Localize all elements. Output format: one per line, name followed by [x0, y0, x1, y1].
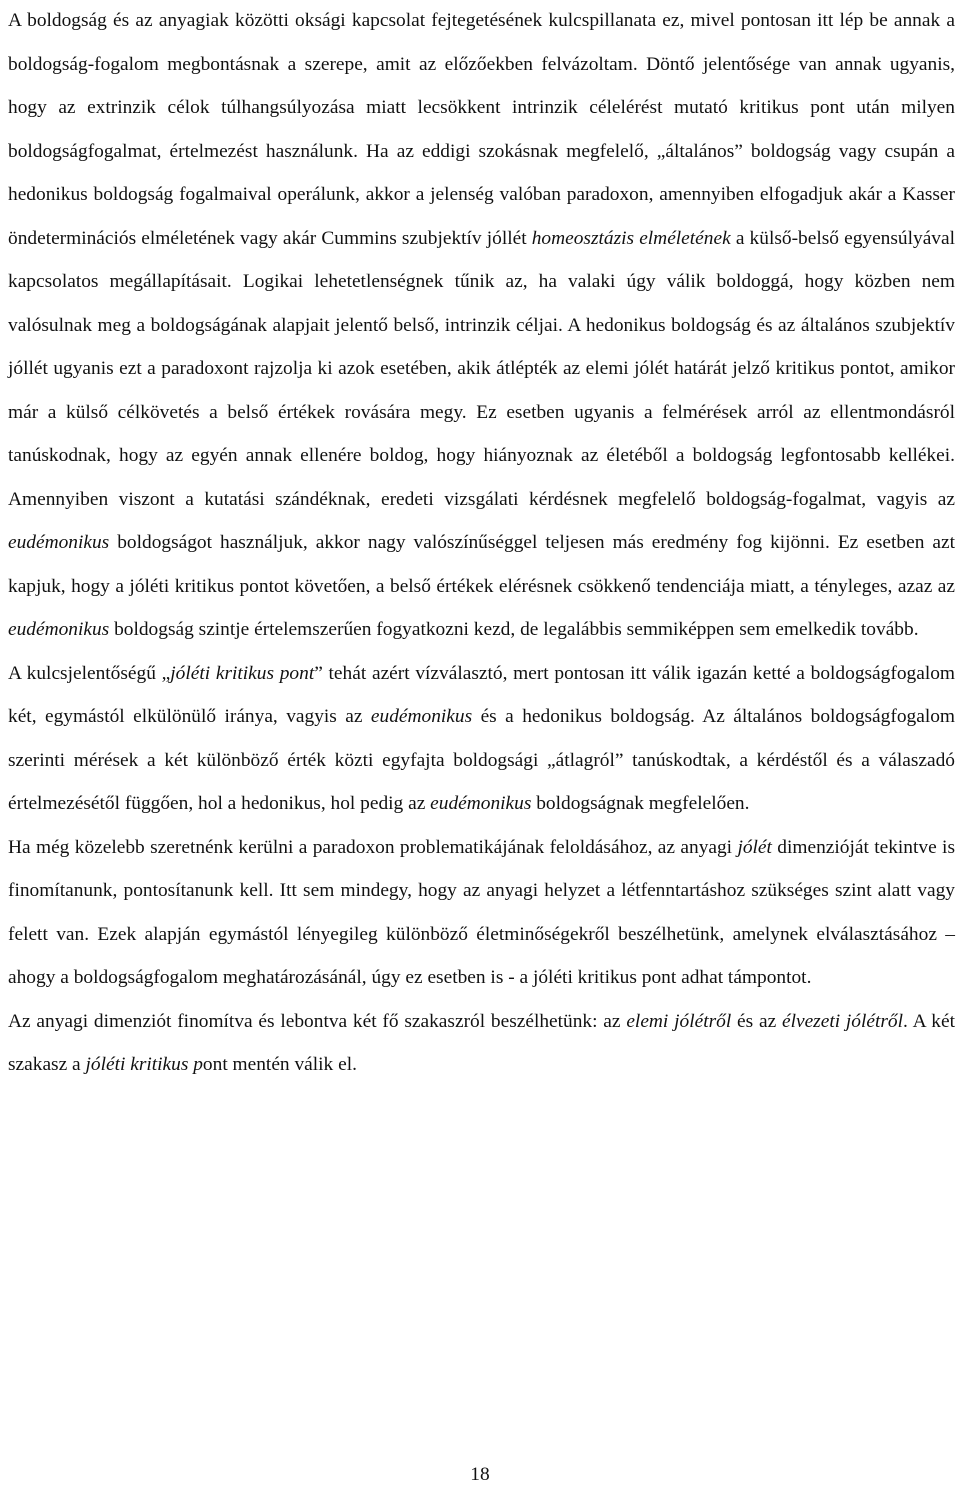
italic-run: jóléti kritikus pont: [170, 662, 315, 684]
italic-run: eudémonikus: [8, 619, 110, 640]
page-number: 18: [470, 1464, 490, 1485]
text-run: A kulcsjelentőségű „: [8, 662, 171, 684]
document-page: [8, 0, 955, 1087]
italic-run: eudémonikus: [430, 793, 532, 814]
text-run: és a hedonikus boldogság. Az általános boldogságfogalom szerinti mérések a két különböző érték közti egyfajta boldogsági „átlagról” tanúskodtak, a kérdéstől és a válaszadó értelmezésétől függően, hol a hedonikus, hol pedig az: [8, 706, 955, 814]
text-run: Ha még közelebb szeretnénk kerülni a paradoxon problematikájának feloldásához, az anyagi: [8, 836, 738, 858]
text-run: boldogságnak megfelelően.: [531, 793, 750, 814]
italic-run: homeosztázis elméletének: [531, 227, 731, 249]
text-run: és az: [731, 1010, 782, 1032]
paragraph-3: [8, 826, 955, 1000]
text-run: boldogság szintje értelemszerűen fogyatkozni kezd, de legalábbis semmiképpen sem emelkedik tovább.: [109, 619, 919, 640]
text-run: ” tehát azért vízválasztó, mert pontosan itt válik igazán ketté a boldogságfogalom két, egymástól elkülönülő iránya, vagyis az: [8, 662, 955, 727]
italic-run: elemi jólétről: [626, 1010, 732, 1032]
text-run: a külső-belső egyensúlyával kapcsolatos megállapításait. Logikai lehetetlenségnek tűnik az, ha valaki úgy válik boldoggá, hogy közben nem valósulnak meg a boldogságának alapjait jelentő belső, intrinzik céljai. A hedonikus boldogság és az általános szubjektív jóllét ugyanis ezt a paradoxont rajzolja ki azok esetében, akik átlépték az elemi jólét határát jelző kritikus pontot, amikor már a külső célkövetés a belső értékek rovására megy. Ez esetben ugyanis a felmérések arról az ellentmondásról tanúskodnak, hogy az egyén annak ellenére boldog, hogy hiányoznak az életéből a boldogság legfontosabb kellékei. Amennyiben viszont a kutatási szándéknak, eredeti vizsgálati kérdésnek megfelelő boldogság-fogalmat, vagyis az: [8, 227, 956, 510]
italic-run: eudémonikus: [370, 706, 473, 727]
text-run: ont mentén válik el.: [202, 1054, 357, 1075]
text-run: . A két szakasz a: [8, 1010, 955, 1075]
italic-run: jóléti kritikus p: [85, 1054, 203, 1075]
paragraph-2: [8, 652, 955, 826]
italic-run: jólét: [737, 836, 772, 858]
italic-run: eudémonikus: [8, 532, 110, 553]
text-run: A boldogság és az anyagiak közötti oksági kapcsolat fejtegetésének kulcspillanata ez, mivel pontosan itt lép be annak a boldogság-fogalom megbontásnak a szerepe, amit az előzőekben felvázoltam. Döntő jelentősége van annak ugyanis, hogy az extrinzik célok túlhangsúlyozása miatt lecsökkent intrinzik célelérést mutató kritikus pont után milyen boldogságfogalmat, értelmezést használunk. Ha az eddigi szokásnak megfelelő, „általános” boldogság vagy csupán a hedonikus boldogság fogalmaival operálunk, akkor a jelenség valóban paradoxon, amennyiben elfogadjuk akár a Kasser öndeterminációs elméletének vagy akár Cummins szubjektív jóllét: [8, 10, 955, 249]
text-run: boldogságot használjuk, akkor nagy valószínűséggel teljesen más eredmény fog kijönni. Ez esetben azt kapjuk, hogy a jóléti kritikus pontot követően, a belső értékek elérésnek csökkenő tendenciája miatt, a tényleges, azaz az: [8, 532, 955, 597]
italic-run: élvezeti jólétről: [781, 1010, 903, 1032]
paragraph-1: [8, 0, 955, 652]
text-run: dimenzióját tekintve is finomítanunk, pontosítanunk kell. Itt sem mindegy, hogy az anyagi helyzet a létfenntartáshoz szükséges szint alatt vagy felett van. Ezek alapján egymástól lényegileg különböző életminőségekről beszélhetünk, amelynek elválasztásához – ahogy a boldogságfogalom meghatározásánál, úgy ez esetben is - a jóléti kritikus pont adhat támpontot.: [8, 836, 955, 988]
paragraph-4: [8, 1000, 955, 1087]
text-run: Az anyagi dimenziót finomítva és lebontva két fő szakaszról beszélhetünk: az: [8, 1010, 627, 1032]
